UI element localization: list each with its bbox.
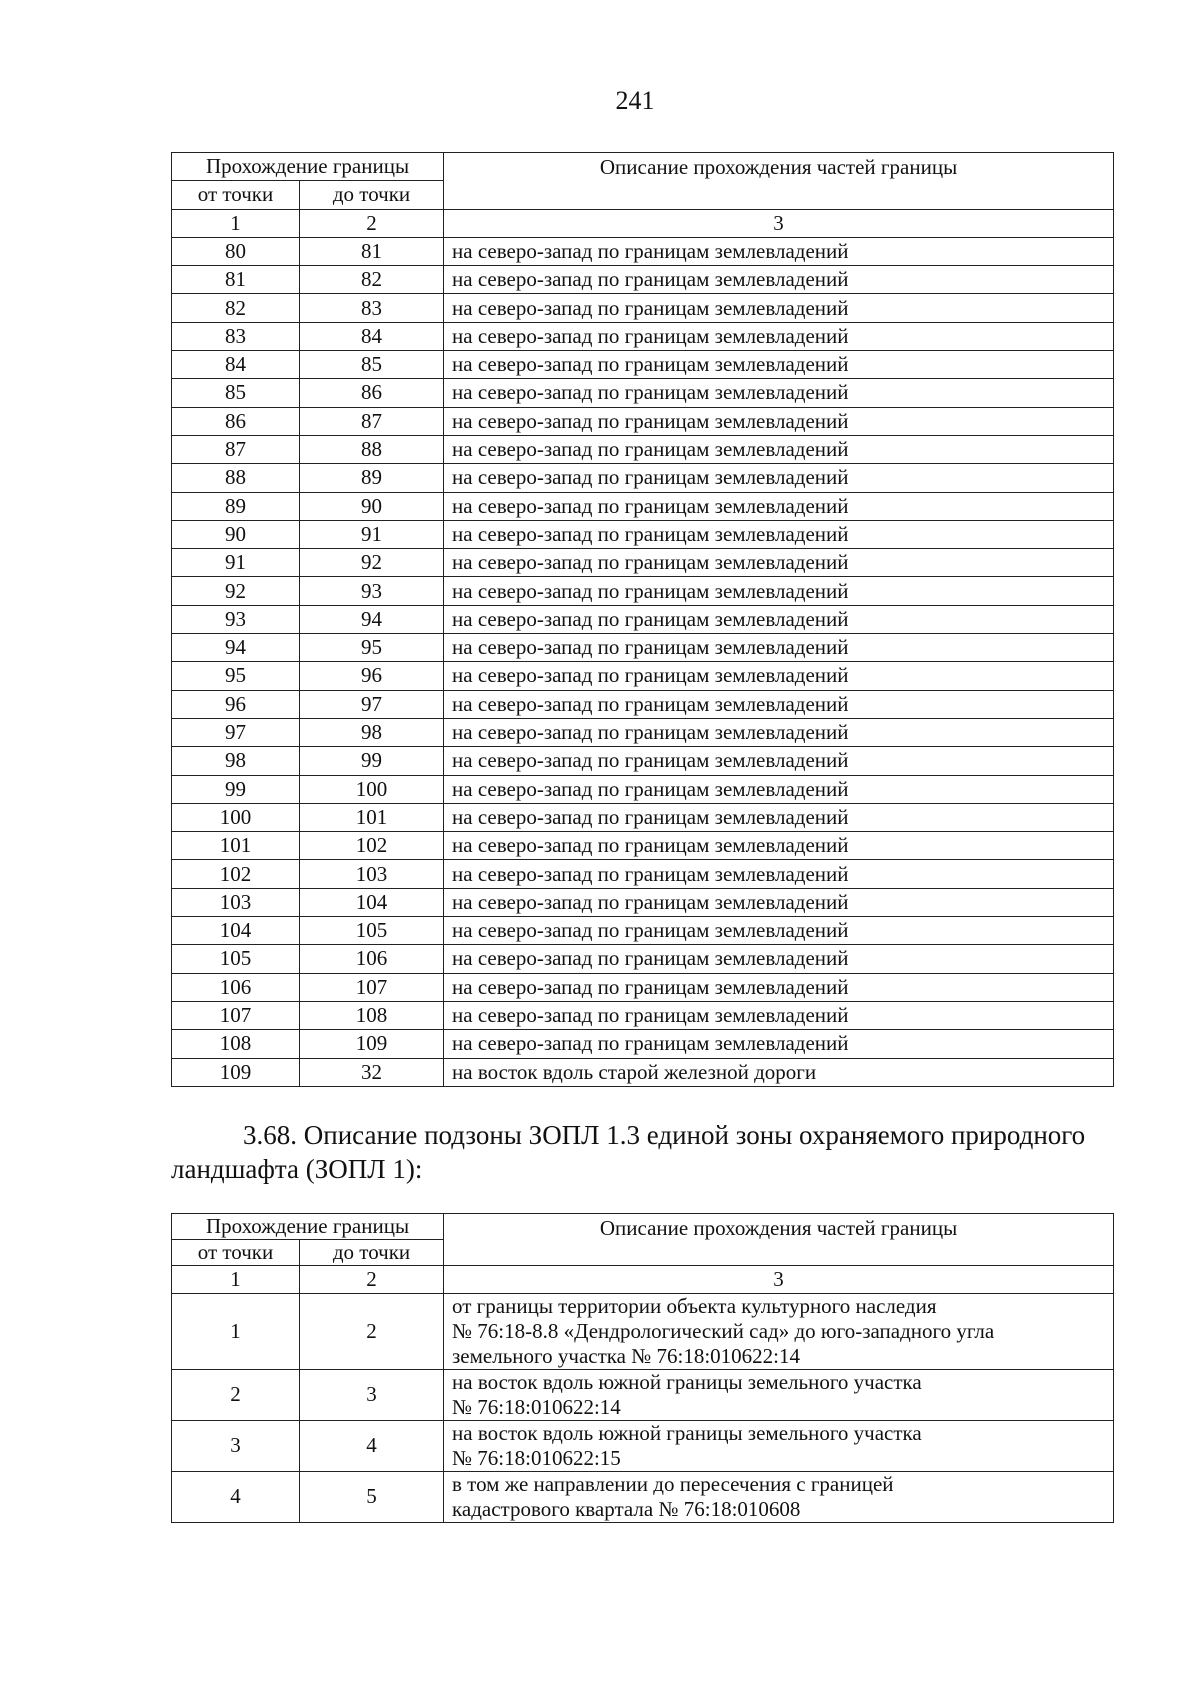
to-point: 81: [300, 237, 444, 265]
table-row: [172, 435, 1114, 463]
to-point: 106: [300, 945, 444, 973]
to-point: 89: [300, 464, 444, 492]
boundary-description: на северо-запад по границам землевладений: [444, 662, 1114, 690]
boundary-table-2: [171, 1213, 1114, 1523]
from-point: 89: [172, 492, 300, 520]
from-point: 80: [172, 237, 300, 265]
table-row: [172, 549, 1114, 577]
to-point: 82: [300, 266, 444, 294]
to-point: 85: [300, 351, 444, 379]
column-number-2: 2: [300, 209, 444, 237]
table-row: [172, 662, 1114, 690]
boundary-description: [444, 1472, 1114, 1523]
from-point: 87: [172, 435, 300, 463]
table-row: [172, 1421, 1114, 1472]
description-line: № 76:18:010622:15: [452, 1446, 621, 1470]
page-number: 241: [615, 86, 655, 115]
boundary-description: на северо-запад по границам землевладений: [444, 464, 1114, 492]
to-point: 108: [300, 1001, 444, 1029]
description-line: кадастрового квартала № 76:18:010608: [452, 1497, 801, 1521]
column-number-1: 1: [172, 1266, 300, 1294]
table-row: [172, 917, 1114, 945]
to-point: 4: [300, 1421, 444, 1472]
header-to: до точки: [300, 1240, 444, 1266]
to-point: 105: [300, 917, 444, 945]
boundary-description: на северо-запад по границам землевладений: [444, 492, 1114, 520]
boundary-description: на северо-запад по границам землевладений: [444, 237, 1114, 265]
header-passage: Прохождение границы: [172, 1214, 444, 1240]
to-point: 109: [300, 1030, 444, 1058]
header-passage: Прохождение границы: [172, 153, 444, 181]
from-point: 90: [172, 520, 300, 548]
from-point: 105: [172, 945, 300, 973]
boundary-description: на северо-запад по границам землевладений: [444, 945, 1114, 973]
to-point: 99: [300, 747, 444, 775]
boundary-description: на северо-запад по границам землевладений: [444, 690, 1114, 718]
description-line: на восток вдоль южной границы земельного участка: [452, 1421, 922, 1445]
boundary-description: на северо-запад по границам землевладений: [444, 605, 1114, 633]
to-point: 32: [300, 1058, 444, 1086]
from-point: 82: [172, 294, 300, 322]
boundary-description: на северо-запад по границам землевладений: [444, 860, 1114, 888]
section-title: 3.68. Описание подзоны ЗОПЛ 1.3 единой зоны охраняемого природного ландшафта (ЗОПЛ 1):: [171, 1120, 1086, 1184]
from-point: 108: [172, 1030, 300, 1058]
boundary-description: на северо-запад по границам землевладений: [444, 775, 1114, 803]
table-row: [172, 407, 1114, 435]
table-row: [172, 1030, 1114, 1058]
to-point: 93: [300, 577, 444, 605]
to-point: 103: [300, 860, 444, 888]
table-row: [172, 351, 1114, 379]
from-point: 84: [172, 351, 300, 379]
description-line: № 76:18-8.8 «Дендрологический сад» до юго-западного угла: [452, 1319, 995, 1343]
boundary-description: на восток вдоль старой железной дороги: [444, 1058, 1114, 1086]
boundary-description: на северо-запад по границам землевладений: [444, 407, 1114, 435]
boundary-description: на северо-запад по границам землевладений: [444, 803, 1114, 831]
from-point: 98: [172, 747, 300, 775]
to-point: 87: [300, 407, 444, 435]
to-point: 90: [300, 492, 444, 520]
from-point: 101: [172, 832, 300, 860]
from-point: 88: [172, 464, 300, 492]
boundary-description: на северо-запад по границам землевладений: [444, 634, 1114, 662]
to-point: 100: [300, 775, 444, 803]
from-point: 94: [172, 634, 300, 662]
to-point: 84: [300, 322, 444, 350]
table-row: [172, 294, 1114, 322]
table-row: [172, 945, 1114, 973]
from-point: 93: [172, 605, 300, 633]
description-line: в том же направлении до пересечения с границей: [452, 1472, 894, 1496]
table-row: [172, 237, 1114, 265]
boundary-description: на северо-запад по границам землевладений: [444, 294, 1114, 322]
to-point: 95: [300, 634, 444, 662]
column-number-3: 3: [444, 209, 1114, 237]
boundary-description: [444, 1421, 1114, 1472]
boundary-description: [444, 1370, 1114, 1421]
table-row: [172, 266, 1114, 294]
header-from: от точки: [172, 1240, 300, 1266]
from-point: 2: [172, 1370, 300, 1421]
column-number-row: [172, 209, 1114, 237]
description-line: на восток вдоль южной границы земельного участка: [452, 1370, 922, 1394]
from-point: 85: [172, 379, 300, 407]
to-point: 102: [300, 832, 444, 860]
boundary-description: на северо-запад по границам землевладений: [444, 549, 1114, 577]
from-point: 92: [172, 577, 300, 605]
boundary-description: на северо-запад по границам землевладений: [444, 973, 1114, 1001]
boundary-description: на северо-запад по границам землевладений: [444, 322, 1114, 350]
boundary-description: на северо-запад по границам землевладений: [444, 718, 1114, 746]
table-row: [172, 577, 1114, 605]
from-point: 4: [172, 1472, 300, 1523]
boundary-description: на северо-запад по границам землевладений: [444, 435, 1114, 463]
table-row: [172, 1472, 1114, 1523]
header-description: Описание прохождения частей границы: [444, 1214, 1114, 1266]
boundary-description: на северо-запад по границам землевладений: [444, 1030, 1114, 1058]
from-point: 3: [172, 1421, 300, 1472]
from-point: 96: [172, 690, 300, 718]
header-to: до точки: [300, 181, 444, 209]
boundary-description: на северо-запад по границам землевладений: [444, 520, 1114, 548]
from-point: 97: [172, 718, 300, 746]
boundary-description: на северо-запад по границам землевладений: [444, 266, 1114, 294]
table-row: [172, 1058, 1114, 1086]
table-row: [172, 973, 1114, 1001]
to-point: 5: [300, 1472, 444, 1523]
from-point: 86: [172, 407, 300, 435]
table-row: [172, 860, 1114, 888]
boundary-description: на северо-запад по границам землевладений: [444, 1001, 1114, 1029]
from-point: 100: [172, 803, 300, 831]
from-point: 81: [172, 266, 300, 294]
from-point: 91: [172, 549, 300, 577]
table-header-row: [172, 1214, 1114, 1240]
boundary-description: на северо-запад по границам землевладений: [444, 917, 1114, 945]
column-number-row: [172, 1266, 1114, 1294]
boundary-description: на северо-запад по границам землевладений: [444, 577, 1114, 605]
to-point: 86: [300, 379, 444, 407]
column-number-2: 2: [300, 1266, 444, 1294]
from-point: 99: [172, 775, 300, 803]
description-line: земельного участка № 76:18:010622:14: [452, 1344, 801, 1368]
table-row: [172, 520, 1114, 548]
boundary-description: на северо-запад по границам землевладений: [444, 351, 1114, 379]
boundary-table-1: [171, 152, 1114, 1087]
table-header-row: [172, 153, 1114, 181]
description-line: № 76:18:010622:14: [452, 1395, 621, 1419]
table-row: [172, 888, 1114, 916]
boundary-description: на северо-запад по границам землевладений: [444, 888, 1114, 916]
from-point: 102: [172, 860, 300, 888]
table-row: [172, 718, 1114, 746]
table-row: [172, 1370, 1114, 1421]
from-point: 109: [172, 1058, 300, 1086]
from-point: 95: [172, 662, 300, 690]
from-point: 106: [172, 973, 300, 1001]
to-point: 3: [300, 1370, 444, 1421]
table-row: [172, 747, 1114, 775]
table-row: [172, 464, 1114, 492]
boundary-description: [444, 1294, 1114, 1370]
header-description: Описание прохождения частей границы: [444, 153, 1114, 210]
to-point: 2: [300, 1294, 444, 1370]
from-point: 104: [172, 917, 300, 945]
to-point: 98: [300, 718, 444, 746]
to-point: 88: [300, 435, 444, 463]
table-row: [172, 492, 1114, 520]
table-row: [172, 690, 1114, 718]
to-point: 96: [300, 662, 444, 690]
from-point: 1: [172, 1294, 300, 1370]
table-row: [172, 1001, 1114, 1029]
header-from: от точки: [172, 181, 300, 209]
to-point: 97: [300, 690, 444, 718]
to-point: 101: [300, 803, 444, 831]
boundary-description: на северо-запад по границам землевладений: [444, 379, 1114, 407]
to-point: 91: [300, 520, 444, 548]
table-row: [172, 803, 1114, 831]
table-row: [172, 322, 1114, 350]
to-point: 83: [300, 294, 444, 322]
boundary-description: на северо-запад по границам землевладений: [444, 747, 1114, 775]
table-row: [172, 379, 1114, 407]
from-point: 103: [172, 888, 300, 916]
column-number-1: 1: [172, 209, 300, 237]
from-point: 107: [172, 1001, 300, 1029]
to-point: 92: [300, 549, 444, 577]
table-row: [172, 634, 1114, 662]
table-row: [172, 775, 1114, 803]
boundary-description: на северо-запад по границам землевладений: [444, 832, 1114, 860]
column-number-3: 3: [444, 1266, 1114, 1294]
from-point: 83: [172, 322, 300, 350]
to-point: 107: [300, 973, 444, 1001]
to-point: 104: [300, 888, 444, 916]
table-row: [172, 832, 1114, 860]
description-line: от границы территории объекта культурного наследия: [452, 1294, 937, 1318]
table-row: [172, 605, 1114, 633]
to-point: 94: [300, 605, 444, 633]
table-row: [172, 1294, 1114, 1370]
